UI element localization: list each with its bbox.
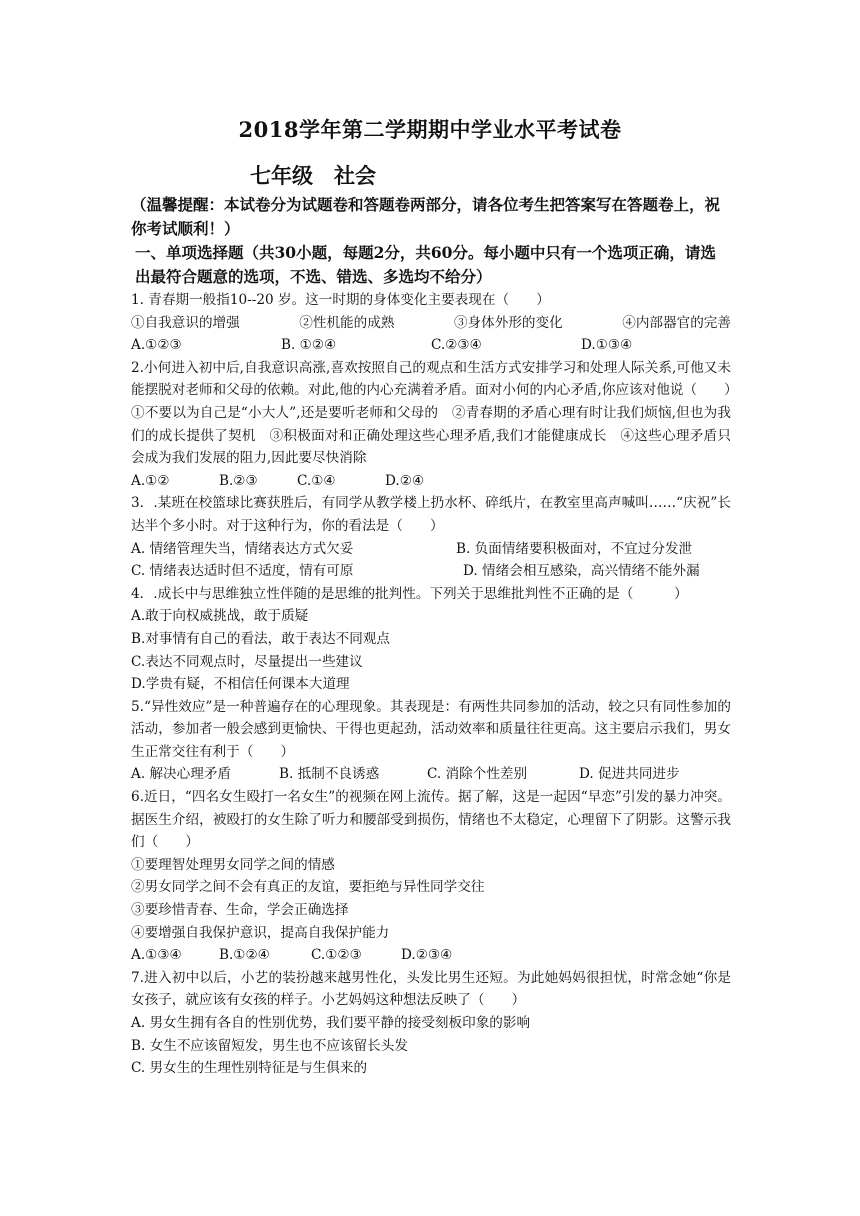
q7-option-b: B. 女生不应该留短发，男生也不应该留长头发: [131, 1037, 408, 1054]
q1-item: ③身体外形的变化: [453, 314, 563, 331]
question-5-stem: 5.“异性效应”是一种普遍存在的心理现象。其表现是：有两性共同参加的活动，较之只有同性参加的活动，参加者一般会感到更愉快、干得也更起劲，活动效率和质量往往更高。这主要启示我们，男女生正常交往有利于（ ）: [131, 698, 731, 760]
q6-item-3: ③要珍惜青春、生命，学会正确选择: [131, 902, 349, 919]
question-5-options: [131, 763, 731, 786]
q7-option-c: C. 男女生的生理性别特征是与生俱来的: [131, 1060, 368, 1077]
q5-option-d: D. 促进共同进步: [579, 766, 680, 783]
exam-content: [131, 193, 738, 1080]
q1-option-b: B. ①②④: [281, 337, 337, 354]
q5-option-a: A. 解决心理矛盾: [131, 766, 232, 783]
question-2-items: ①不要以为自己是“小大人”,还是要听老师和父母的 ②青春期的矛盾心理有时让我们烦恼,但也为我们的成长提供了契机 ③积极面对和正确处理这些心理矛盾,我们才能健康成长 ④这些心理矛盾只会成为我们发展的阻力,因此要尽快消除: [131, 404, 731, 467]
question-4-stem: 4．.成长中与思维独立性伴随的是思维的批判性。下列关于思维批判性不正确的是（ ）: [131, 585, 688, 602]
exam-subtitle: 七年级 社会: [250, 163, 376, 188]
q1-option-a: A.①②③: [131, 337, 182, 354]
q6-option-c: C.①②③: [311, 947, 362, 964]
q1-option-c: C.②③④: [431, 337, 482, 354]
notice: （温馨提醒：本试卷分为试题卷和答题卷两部分，请各位考生把答案写在答题卷上，祝你考试顺利！）: [131, 195, 721, 238]
q4-option-c: C.表达不同观点时，尽量提出一些建议: [131, 653, 363, 670]
question-2-stem: 2.小何进入初中后,自我意识高涨,喜欢按照自己的观点和生活方式安排学习和处理人际关系,可他又未能摆脱对老师和父母的依赖。对此,他的内心充满着矛盾。面对小何的内心矛盾,你应该对他说（ ）: [131, 359, 738, 399]
question-1-options: [131, 334, 731, 357]
q5-option-b: B. 抵制不良诱惑: [279, 766, 380, 783]
question-6-options: [131, 944, 731, 967]
q1-item: ①自我意识的增强: [131, 314, 240, 331]
q3-option-d: D. 情绪会相互感染，高兴情绪不能外漏: [463, 563, 700, 580]
question-3-stem: 3．.某班在校篮球比赛获胜后，有同学从教学楼上扔水杯、碎纸片，在教室里高声喊叫……“庆祝”长达半个多小时。对于这种行为，你的看法是（ ）: [131, 495, 731, 534]
exam-title: 2018学年第二学期期中学业水平考试卷: [238, 117, 622, 142]
q2-option-b: B.②③: [219, 472, 258, 489]
q2-option-d: D.②④: [385, 472, 425, 489]
question-6-stem: 6.近日，“四名女生殴打一名女生”的视频在网上流传。据了解，这是一起因“早恋”引发的暴力冲突。据医生介绍，被殴打的女生除了听力和腰部受到损伤，情绪也不太稳定，心理留下了阴影。这警示我们（ ）: [131, 789, 731, 851]
q1-option-d: D.①③④: [581, 337, 633, 354]
question-3-options-ab: [131, 538, 731, 561]
question-1-stem: 1. 青春期一般指10--20 岁。这一时期的身体变化主要表现在（ ）: [131, 292, 550, 308]
q4-option-d: D.学贵有疑，不相信任何课本大道理: [131, 676, 350, 693]
q2-option-a: A.①②: [131, 472, 170, 489]
question-3-options-cd: [131, 560, 731, 583]
q4-option-a: A.敢于向权威挑战，敢于质疑: [131, 608, 309, 625]
q6-item-1: ①要理智处理男女同学之间的情感: [131, 856, 335, 873]
q2-option-c: C.①④: [297, 472, 336, 489]
q6-item-2: ②男女同学之间不会有真正的友谊，要拒绝与异性同学交往: [131, 879, 485, 896]
question-1-items: [131, 312, 731, 335]
q1-item: ④内部器官的完善: [622, 314, 731, 331]
q6-item-4: ④要增强自我保护意识，提高自我保护能力: [131, 924, 390, 941]
q6-option-b: B.①②④: [219, 947, 270, 964]
q3-option-a: A. 情绪管理失当，情绪表达方式欠妥: [131, 540, 354, 557]
q6-option-a: A.①③④: [131, 947, 182, 964]
q3-option-c: C. 情绪表达适时但不适度，情有可原: [131, 563, 354, 580]
question-7-stem: 7.进入初中以后，小艺的装扮越来越男性化，头发比男生还短。为此她妈妈很担忧，时常念她“你是女孩子，就应该有女孩的样子。小艺妈妈这种想法反映了（ ）: [131, 969, 731, 1009]
section-heading: 一、单项选择题（共30小题，每题2分，共60分。每小题中只有一个选项正确，请选出最符合题意的选项，不选、错选、多选均不给分）: [135, 243, 716, 286]
q3-option-b: B. 负面情绪要积极面对，不宜过分发泄: [456, 540, 693, 557]
q4-option-b: B.对事情有自己的看法，敢于表达不同观点: [131, 630, 390, 647]
q1-item: ②性机能的成熟: [299, 314, 395, 331]
q7-option-a: A. 男女生拥有各自的性别优势，我们要平静的接受刻板印象的影响: [131, 1015, 531, 1031]
question-2-options: [131, 470, 731, 493]
q5-option-c: C. 消除个性差别: [427, 766, 528, 783]
q6-option-d: D.②③④: [401, 947, 453, 964]
